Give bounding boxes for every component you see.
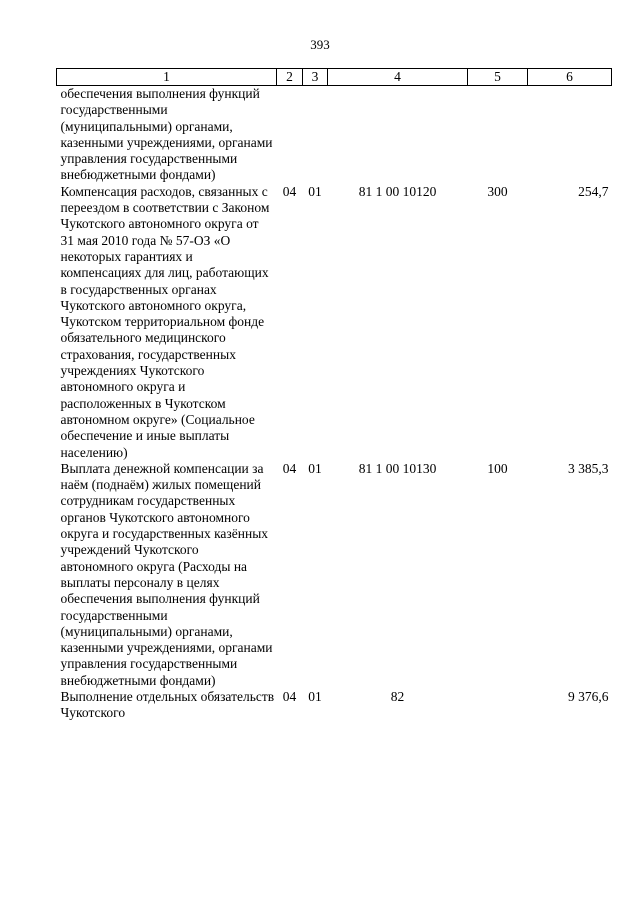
row-target-article: 81 1 00 10120 (358, 183, 437, 199)
row-description: Компенсация расходов, связанных с переездом в соответствии с Законом Чукотского автономного округа от 31 мая 2010 года № 57-ОЗ «О некоторых гарантиях и компенсациях для лиц, работающих в государственных органах Чукотского автономного округа, Чукотском территориальном фонде обязательного медицинского страхования, государственных учреждениях Чукотского автономного округа и расположенных в Чукотском автономном округе» (Социальное обеспечение и иные выплаты населению) (60, 183, 270, 460)
header-row (57, 69, 612, 86)
row-amount: 254,7 (578, 183, 609, 199)
row-target-article (328, 86, 468, 184)
row-subsection (303, 86, 328, 184)
row-section: 04 (282, 688, 297, 704)
row-subsection: 01 (308, 688, 322, 704)
row-target-article: 81 1 00 10130 (358, 460, 437, 476)
row-description: Выполнение отдельных обязательств Чукотского (60, 688, 275, 721)
table-row (57, 461, 612, 689)
row-expense-type: 300 (487, 183, 508, 199)
row-target-article: 82 (390, 688, 405, 704)
table-row (57, 184, 612, 461)
budget-table (56, 68, 612, 722)
row-section (277, 86, 303, 184)
header-col-2: 2 (277, 69, 303, 86)
row-subsection: 01 (308, 460, 322, 476)
table-row (57, 86, 612, 184)
header-col-5: 5 (468, 69, 528, 86)
row-description: обеспечения выполнения функций государственными (муниципальными) органами, казенными учреждениями, органами управления государственными внебюджетными фондами) (60, 86, 273, 183)
row-expense-type: 100 (487, 460, 508, 476)
row-section: 04 (282, 183, 297, 199)
row-section: 04 (282, 460, 297, 476)
row-subsection: 01 (308, 183, 322, 199)
page-number: 393 (310, 37, 330, 52)
row-amount: 3 385,3 (568, 460, 609, 476)
header-col-3: 3 (303, 69, 328, 86)
header-col-1: 1 (57, 69, 277, 86)
row-expense-type (468, 86, 528, 184)
row-amount: 9 376,6 (568, 688, 609, 704)
row-description: Выплата денежной компенсации за наём (поднаём) жилых помещений сотрудникам государственных органов Чукотского автономного округа и государственных казённых учреждений Чукотского автономного округа (Расходы на выплаты персоналу в целях обеспечения выполнения функций государственными (муниципальными) органами, казенными учреждениями, органами управления государственными внебюджетными фондами) (60, 460, 273, 688)
header-col-6: 6 (528, 69, 612, 86)
table-row (57, 689, 612, 722)
row-expense-type (468, 689, 528, 722)
row-amount (528, 86, 612, 184)
header-col-4: 4 (328, 69, 468, 86)
